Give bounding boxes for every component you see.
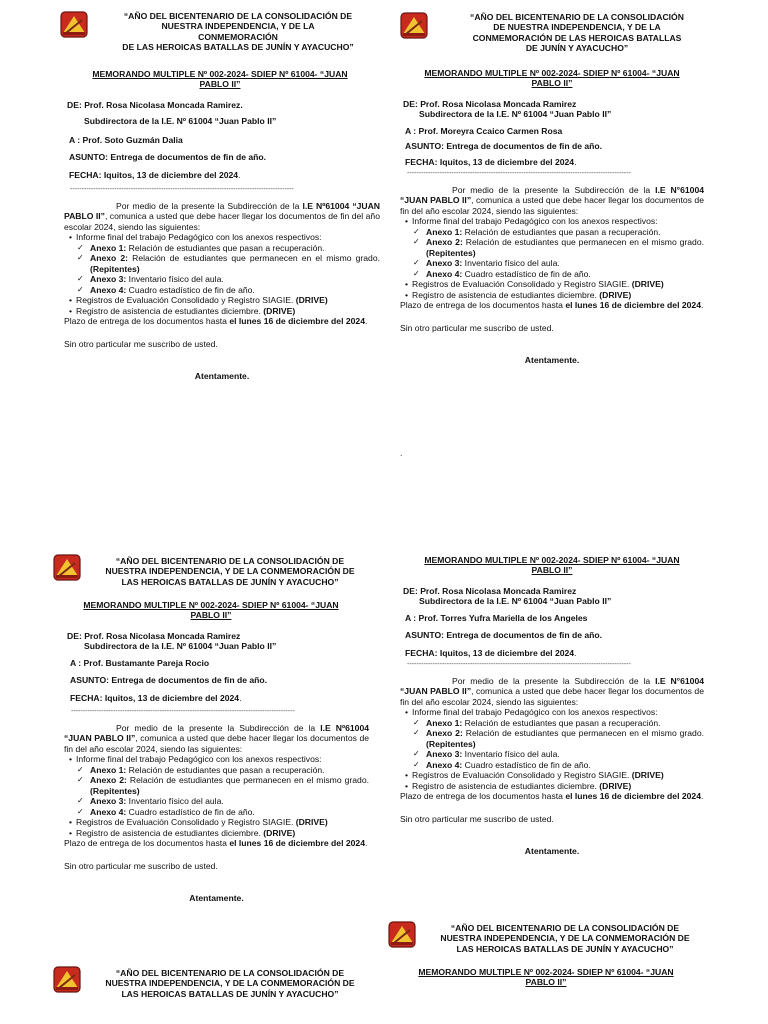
document-list — [64, 232, 380, 316]
list-item — [412, 279, 704, 289]
document-list — [64, 754, 369, 838]
memo-bottom-left-2 — [53, 966, 369, 1006]
annex-label: Anexo 1: — [90, 242, 127, 253]
header-line: DE NUESTRA INDEPENDENCIA, Y DE LA — [493, 22, 661, 33]
school-crest-logo — [60, 11, 88, 38]
date-label: FECHA: — [405, 156, 438, 167]
date-value: Iquitos, 13 de diciembre del 2024 — [439, 156, 575, 167]
header-title — [96, 11, 380, 52]
school-code: I.E N°61004 — [655, 675, 705, 686]
date-label: FECHA: — [69, 169, 102, 180]
separator: ------------------------------------------------------------------------------------------------ — [71, 708, 295, 716]
list-item-text: Registros de Evaluación Consolidado y Registro SIAGIE. — [412, 279, 632, 290]
list-item — [76, 817, 369, 827]
from-position: Subdirectora de la I.E. Nº 61004 “Juan Pablo II” — [84, 641, 277, 652]
intro-text: Por medio de la presente la Subdirección de la — [116, 200, 303, 211]
header-line: “AÑO DEL BICENTENARIO DE LA CONSOLIDACIÓN DE — [115, 556, 345, 566]
memo-header — [400, 12, 704, 52]
annex-label: Anexo 3: — [426, 749, 463, 760]
memo-subject: MEMORANDO MULTIPLE Nº 002-2024- SDIEP Nº 61004- “JUAN PABLO II” — [424, 68, 680, 89]
header-title — [91, 556, 369, 587]
header-line: “AÑO DEL BICENTENARIO DE LA CONSOLIDACIÓN — [470, 12, 684, 22]
annex-text: Relación de estudiantes que pasan a recuperación. — [126, 764, 325, 775]
annex-label: Anexo 2: — [90, 253, 129, 264]
annex-text: Cuadro estadístico de fin de año. — [462, 759, 591, 770]
list-item-text: Registro de asistencia de estudiantes diciembre. — [412, 289, 600, 300]
school-code: I.E Nº61004 — [320, 722, 369, 733]
header-line: NUESTRA INDEPENDENCIA, Y DE LA — [161, 21, 315, 32]
date-value: Iquitos, 13 de diciembre del 2024 — [104, 692, 240, 703]
intro-paragraph — [400, 185, 704, 216]
annex-item — [412, 258, 704, 268]
header-line: DE JUNÍN Y AYACUCHO” — [525, 42, 629, 53]
annex-label: Anexo 3: — [90, 274, 127, 285]
separator: ------------------------------------------------------------------------------------------------ — [407, 170, 631, 178]
date-line: FECHA: Iquitos, 13 de diciembre del 2024. — [69, 169, 241, 180]
memo-header — [53, 966, 369, 1006]
memo-subject: MEMORANDO MULTIPLE Nº 002-2024- SDIEP Nº 61004- “JUAN PABLO II” — [92, 69, 348, 90]
annex-item — [412, 237, 704, 258]
separator: ------------------------------------------------------------------------------------------------ — [407, 661, 631, 669]
date-line: FECHA: Iquitos, 13 de diciembre del 2024. — [405, 156, 577, 167]
intro-text: Por medio de la presente la Subdirección de la — [116, 722, 321, 733]
annex-item — [76, 285, 380, 295]
intro-text-end: , comunica a usted que debe hacer llegar los documentos de fin del año escolar 2024, siendo las siguientes: — [400, 686, 704, 707]
header-line: NUESTRA INDEPENDENCIA, Y DE LA CONMEMORACIÓN DE — [105, 978, 355, 989]
annex-label: Anexo 3: — [426, 258, 463, 269]
from-position: Subdirectora de la I.E. Nº 61004 “Juan Pablo II” — [419, 109, 612, 120]
memo-bottom-left — [53, 554, 369, 904]
document-list — [400, 707, 704, 791]
intro-text-end: , comunica a usted que debe hacer llegar los documentos de fin del año escolar 2024, siendo las siguientes: — [400, 195, 704, 216]
drive-note: (DRIVE) — [599, 289, 632, 300]
list-item-text: Registro de asistencia de estudiantes diciembre. — [76, 305, 264, 316]
from-position: Subdirectora de la I.E. Nº 61004 “Juan Pablo II” — [84, 116, 277, 127]
list-item — [76, 295, 380, 305]
deadline-text: Plazo de entrega de los documentos hasta — [64, 316, 230, 327]
memo-header — [60, 11, 380, 51]
deadline-line: Plazo de entrega de los documentos hasta el lunes 16 de diciembre del 2024. — [400, 300, 704, 311]
deadline-date: el lunes 16 de diciembre del 2024 — [565, 791, 701, 802]
annex-label: Anexo 2: — [426, 728, 463, 739]
intro-paragraph — [64, 723, 369, 754]
school-crest-logo — [53, 966, 81, 993]
annex-text: Inventario físico del aula. — [126, 274, 224, 285]
list-item: • Informe final del trabajo Pedagógico con los anexos respectivos: — [412, 707, 704, 717]
header-line: LAS HEROICAS BATALLAS DE JUNÍN Y AYACUCHO” — [121, 576, 339, 587]
drive-note: (DRIVE) — [599, 780, 632, 791]
closing-line: Sin otro particular me suscribo de usted. — [64, 338, 218, 349]
annex-item — [76, 775, 369, 796]
header-line: NUESTRA INDEPENDENCIA, Y DE LA CONMEMORACIÓN DE — [105, 566, 355, 577]
document-list — [400, 216, 704, 300]
annex-item — [76, 243, 380, 253]
from-line: DE: Prof. Rosa Nicolasa Moncada Ramirez — [403, 585, 577, 596]
annex-label: Anexo 4: — [426, 759, 463, 770]
annex-label: Anexo 1: — [426, 226, 463, 237]
drive-note: (DRIVE) — [631, 770, 664, 781]
list-item-text: Registro de asistencia de estudiantes diciembre. — [76, 827, 264, 838]
to-line: A : Prof. Bustamante Pareja Rocio — [70, 657, 210, 668]
annex-label: Anexo 2: — [426, 237, 463, 248]
date-value: Iquitos, 13 de diciembre del 2024 — [439, 647, 575, 658]
deadline-line: Plazo de entrega de los documentos hasta el lunes 16 de diciembre del 2024. — [64, 316, 368, 327]
annex-text: Relación de estudiantes que pasan a recuperación. — [126, 242, 325, 253]
date-value: Iquitos, 13 de diciembre del 2024 — [103, 169, 239, 180]
list-item — [412, 770, 704, 780]
annex-item — [76, 765, 369, 775]
annex-text: Cuadro estadístico de fin de año. — [126, 806, 255, 817]
deadline-date: el lunes 16 de diciembre del 2024 — [565, 300, 701, 311]
header-line: LAS HEROICAS BATALLAS DE JUNÍN Y AYACUCHO” — [121, 988, 339, 999]
list-item-text: Registros de Evaluación Consolidado y Registro SIAGIE. — [76, 817, 296, 828]
header-line: “AÑO DEL BICENTENARIO DE LA CONSOLIDACIÓN DE — [123, 11, 353, 21]
list-item-text: Registros de Evaluación Consolidado y Registro SIAGIE. — [412, 770, 632, 781]
annex-label: Anexo 4: — [426, 268, 463, 279]
annex-label: Anexo 4: — [90, 806, 127, 817]
header-line: LAS HEROICAS BATALLAS DE JUNÍN Y AYACUCHO” — [456, 943, 674, 954]
annex-note: (Repitentes) — [90, 263, 140, 274]
drive-note: (DRIVE) — [263, 305, 296, 316]
annex-item — [76, 253, 380, 274]
list-item — [76, 828, 369, 838]
subject-line: ASUNTO: Entrega de documentos de fin de año. — [70, 675, 268, 686]
closing-line: Sin otro particular me suscribo de usted. — [400, 322, 554, 333]
annex-text: Relación de estudiantes que permanecen en el mismo grado. — [128, 253, 380, 264]
annex-text: Relación de estudiantes que permanecen en el mismo grado. — [462, 728, 704, 739]
to-line: A : Prof. Soto Guzmán Dalia — [69, 134, 183, 145]
separator: ------------------------------------------------------------------------------------------------ — [70, 186, 294, 194]
deadline-text: Plazo de entrega de los documentos hasta — [64, 838, 230, 849]
list-item — [76, 306, 380, 316]
header-title — [426, 923, 704, 954]
school-code: I.E N°61004 — [655, 184, 705, 195]
school-name: “JUAN PABLO II” — [400, 686, 472, 697]
school-crest-logo — [53, 554, 81, 581]
annex-label: Anexo 1: — [426, 717, 463, 728]
intro-text: Por medio de la presente la Subdirección de la — [452, 675, 656, 686]
annex-note: (Repitentes) — [426, 738, 476, 749]
drive-note: (DRIVE) — [263, 827, 296, 838]
annex-label: Anexo 4: — [90, 284, 127, 295]
list-item — [412, 290, 704, 300]
annex-text: Cuadro estadístico de fin de año. — [462, 268, 591, 279]
signature-line: Atentamente. — [524, 355, 580, 366]
header-line: DE LAS HEROICAS BATALLAS DE JUNÍN Y AYACUCHO” — [122, 41, 354, 52]
header-title — [450, 12, 704, 53]
header-line: “AÑO DEL BICENTENARIO DE LA CONSOLIDACIÓN DE — [450, 923, 680, 933]
from-position: Subdirectora de la I.E. Nº 61004 “Juan Pablo II” — [419, 596, 612, 607]
memo-top-left — [60, 11, 380, 382]
school-name: “JUAN PABLO II” — [64, 733, 136, 744]
list-item-text: Registro de asistencia de estudiantes diciembre. — [412, 780, 600, 791]
deadline-line: Plazo de entrega de los documentos hasta el lunes 16 de diciembre del 2024. — [64, 838, 368, 849]
annex-text: Relación de estudiantes que pasan a recuperación. — [462, 717, 661, 728]
from-line: DE: Prof. Rosa Nicolasa Moncada Ramirez — [67, 630, 241, 641]
to-line: A : Prof. Torres Yufra Mariella de los Angeles — [405, 612, 588, 623]
memo-top-right — [400, 12, 705, 458]
annex-text: Inventario físico del aula. — [462, 749, 560, 760]
school-crest-logo — [388, 921, 416, 948]
date-line: FECHA: Iquitos, 13 de diciembre del 2024. — [70, 692, 242, 703]
deadline-text: Plazo de entrega de los documentos hasta — [400, 300, 566, 311]
memo-body — [64, 201, 380, 382]
header-line: NUESTRA INDEPENDENCIA, Y DE LA CONMEMORACIÓN DE — [440, 933, 690, 944]
drive-note: (DRIVE) — [295, 295, 328, 306]
from-line: DE: Prof. Rosa Nicolasa Moncada Ramirez — [403, 98, 577, 109]
deadline-date: el lunes 16 de diciembre del 2024 — [229, 838, 365, 849]
list-item — [412, 781, 704, 791]
signature-line: Atentamente. — [524, 846, 580, 857]
annex-text: Relación de estudiantes que pasan a recuperación. — [462, 226, 661, 237]
subject-line: ASUNTO: Entrega de documentos de fin de año. — [69, 152, 267, 163]
school-name: “JUAN PABLO II” — [400, 195, 472, 206]
header-line: CONMEMORACIÓN — [198, 31, 278, 42]
annex-item — [76, 807, 369, 817]
intro-text-end: , comunica a usted que debe hacer llegar los documentos de fin del año escolar 2024, siendo las siguientes: — [64, 733, 369, 754]
school-name: “JUAN PABLO II” — [64, 200, 381, 222]
closing-line: Sin otro particular me suscribo de usted. — [64, 860, 218, 871]
annex-note: (Repitentes) — [426, 247, 476, 258]
annex-label: Anexo 3: — [90, 796, 127, 807]
deadline-text: Plazo de entrega de los documentos hasta — [400, 791, 566, 802]
date-label: FECHA: — [405, 647, 438, 658]
memo-subject: MEMORANDO MULTIPLE Nº 002-2024- SDIEP Nº 61004- “JUAN PABLO II” — [83, 600, 339, 621]
header-line: CONMEMORACIÓN DE LAS HEROICAS BATALLAS — [472, 32, 682, 43]
stray-dot: . — [400, 448, 403, 458]
subject-line: ASUNTO: Entrega de documentos de fin de año. — [405, 630, 603, 641]
deadline-date: el lunes 16 de diciembre del 2024 — [229, 316, 365, 327]
from-line: DE: Prof. Rosa Nicolasa Moncada Ramirez. — [67, 99, 243, 110]
list-item: • Informe final del trabajo Pedagógico con los anexos respectivos: — [412, 216, 704, 226]
memo-body — [400, 676, 704, 857]
header-line: “AÑO DEL BICENTENARIO DE LA CONSOLIDACIÓN DE — [115, 968, 345, 978]
closing-line: Sin otro particular me suscribo de usted. — [400, 813, 554, 824]
school-crest-logo — [400, 12, 428, 39]
memo-bottom-right — [400, 555, 704, 857]
drive-note: (DRIVE) — [631, 279, 664, 290]
annex-label: Anexo 1: — [90, 764, 127, 775]
list-item: • Informe final del trabajo Pedagógico con los anexos respectivos: — [76, 232, 380, 242]
deadline-line: Plazo de entrega de los documentos hasta el lunes 16 de diciembre del 2024. — [400, 791, 704, 802]
school-code: I.E Nº61004 — [302, 200, 350, 211]
to-line: A : Prof. Moreyra Ccaico Carmen Rosa — [405, 125, 563, 136]
drive-note: (DRIVE) — [295, 817, 328, 828]
annex-item — [76, 796, 369, 806]
intro-paragraph — [64, 201, 380, 232]
memo-body — [400, 185, 704, 366]
annex-item — [76, 274, 380, 284]
annex-item — [412, 760, 704, 770]
signature-line: Atentamente. — [194, 371, 250, 382]
memo-header — [53, 554, 369, 594]
signature-line: Atentamente. — [189, 893, 244, 904]
intro-text-end: , comunica a usted que debe hacer llegar los documentos de fin del año escolar 2024, siendo las siguientes: — [64, 211, 380, 232]
date-line: FECHA: Iquitos, 13 de diciembre del 2024. — [405, 647, 577, 658]
annex-item — [412, 749, 704, 759]
annex-text: Inventario físico del aula. — [462, 258, 560, 269]
annex-item — [412, 227, 704, 237]
annex-item — [412, 728, 704, 749]
annex-item — [412, 718, 704, 728]
annex-text: Relación de estudiantes que permanecen en el mismo grado. — [126, 775, 369, 786]
subject-line: ASUNTO: Entrega de documentos de fin de año. — [405, 141, 603, 152]
memo-bottom-right-2 — [388, 921, 704, 998]
annex-text: Inventario físico del aula. — [126, 796, 224, 807]
memo-subject: MEMORANDO MULTIPLE Nº 002-2024- SDIEP Nº 61004- “JUAN PABLO II” — [424, 555, 680, 576]
memo-body — [64, 723, 369, 904]
header-title — [91, 968, 369, 999]
memo-header — [388, 921, 704, 961]
annex-item — [412, 269, 704, 279]
list-item-text: Registros de Evaluación Consolidado y Registro SIAGIE. — [76, 295, 296, 306]
annex-note: (Repitentes) — [90, 785, 140, 796]
memo-subject: MEMORANDO MULTIPLE Nº 002-2024- SDIEP Nº 61004- “JUAN PABLO II” — [418, 967, 674, 988]
list-item: • Informe final del trabajo Pedagógico con los anexos respectivos: — [76, 754, 369, 764]
intro-paragraph — [400, 676, 704, 707]
annex-text: Cuadro estadístico de fin de año. — [126, 284, 255, 295]
intro-text: Por medio de la presente la Subdirección de la — [452, 184, 656, 195]
annex-text: Relación de estudiantes que permanecen en el mismo grado. — [462, 237, 704, 248]
annex-label: Anexo 2: — [90, 775, 127, 786]
date-label: FECHA: — [70, 692, 103, 703]
